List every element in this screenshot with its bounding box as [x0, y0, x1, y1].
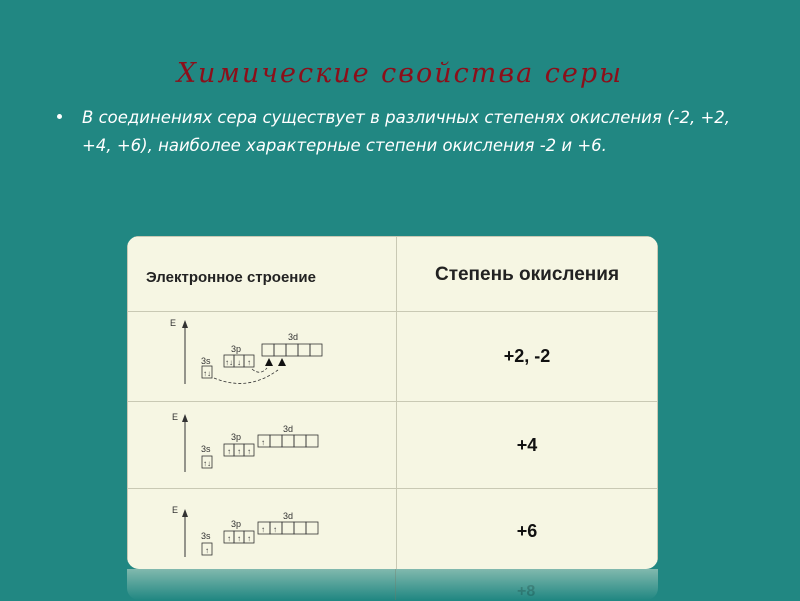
svg-text:3s: 3s [201, 531, 211, 541]
svg-text:↑: ↑ [227, 534, 231, 543]
table-row [128, 312, 658, 402]
header-structure-cell [128, 237, 397, 312]
oxidation-value: +6 [516, 520, 538, 541]
oxidation-value: +2, -2 [503, 346, 551, 366]
svg-text:3p: 3p [231, 432, 242, 442]
structure-cell [128, 489, 397, 570]
svg-text:↑: ↑ [205, 546, 209, 555]
svg-text:3d: 3d [283, 424, 294, 434]
svg-text:↑↓: ↑↓ [203, 369, 211, 378]
electron-diagram-3 [128, 489, 396, 569]
svg-text:↑: ↑ [237, 447, 241, 456]
table-row [128, 402, 658, 489]
svg-text:E: E [172, 412, 179, 422]
oxidation-cell [397, 402, 658, 489]
reflection-text: +8 [517, 583, 536, 600]
svg-text:↑: ↑ [237, 534, 241, 543]
svg-text:3p: 3p [231, 344, 242, 354]
oxidation-value: +4 [516, 434, 538, 455]
svg-text:↑: ↑ [227, 447, 231, 456]
structure-cell [128, 312, 397, 402]
oxidation-cell [397, 312, 658, 402]
svg-text:↑: ↑ [247, 358, 251, 367]
reflection-divider [395, 569, 396, 600]
svg-text:↑: ↑ [247, 534, 251, 543]
energy-label: E [170, 318, 177, 328]
svg-text:3p: 3p [231, 519, 242, 529]
svg-text:3d: 3d [288, 332, 299, 342]
slide-title: Химические свойства серы [176, 58, 624, 89]
svg-text:↑: ↑ [261, 525, 265, 534]
electron-diagram-1 [128, 312, 396, 401]
svg-text:3s: 3s [201, 444, 211, 454]
header-structure: Электронное строение [146, 268, 316, 286]
header-oxidation: Степень окисления [434, 263, 620, 285]
header-oxidation-cell [397, 237, 658, 312]
table-reflection [127, 569, 658, 600]
svg-text:↑: ↑ [273, 525, 277, 534]
svg-text:↑: ↑ [247, 447, 251, 456]
svg-text:↑↓: ↑↓ [203, 459, 211, 468]
svg-text:↑↓: ↑↓ [225, 358, 233, 367]
svg-text:↑: ↑ [261, 438, 265, 447]
bullet-point [57, 114, 62, 119]
svg-text:E: E [172, 505, 179, 515]
svg-text:3s: 3s [201, 356, 211, 366]
structure-cell [128, 402, 397, 489]
bullet-text: В соединениях сера существует в различных степенях окисления (-2, +2, +4, +6), наиболее характерные степени окисления -2 и +6. [82, 108, 731, 155]
oxidation-table [127, 236, 658, 569]
table-header-row [128, 237, 658, 312]
svg-text:3d: 3d [283, 511, 294, 521]
oxidation-cell [397, 489, 658, 570]
table-row [128, 489, 658, 570]
electron-diagram-2 [128, 402, 396, 488]
svg-text:↓: ↓ [237, 358, 241, 367]
